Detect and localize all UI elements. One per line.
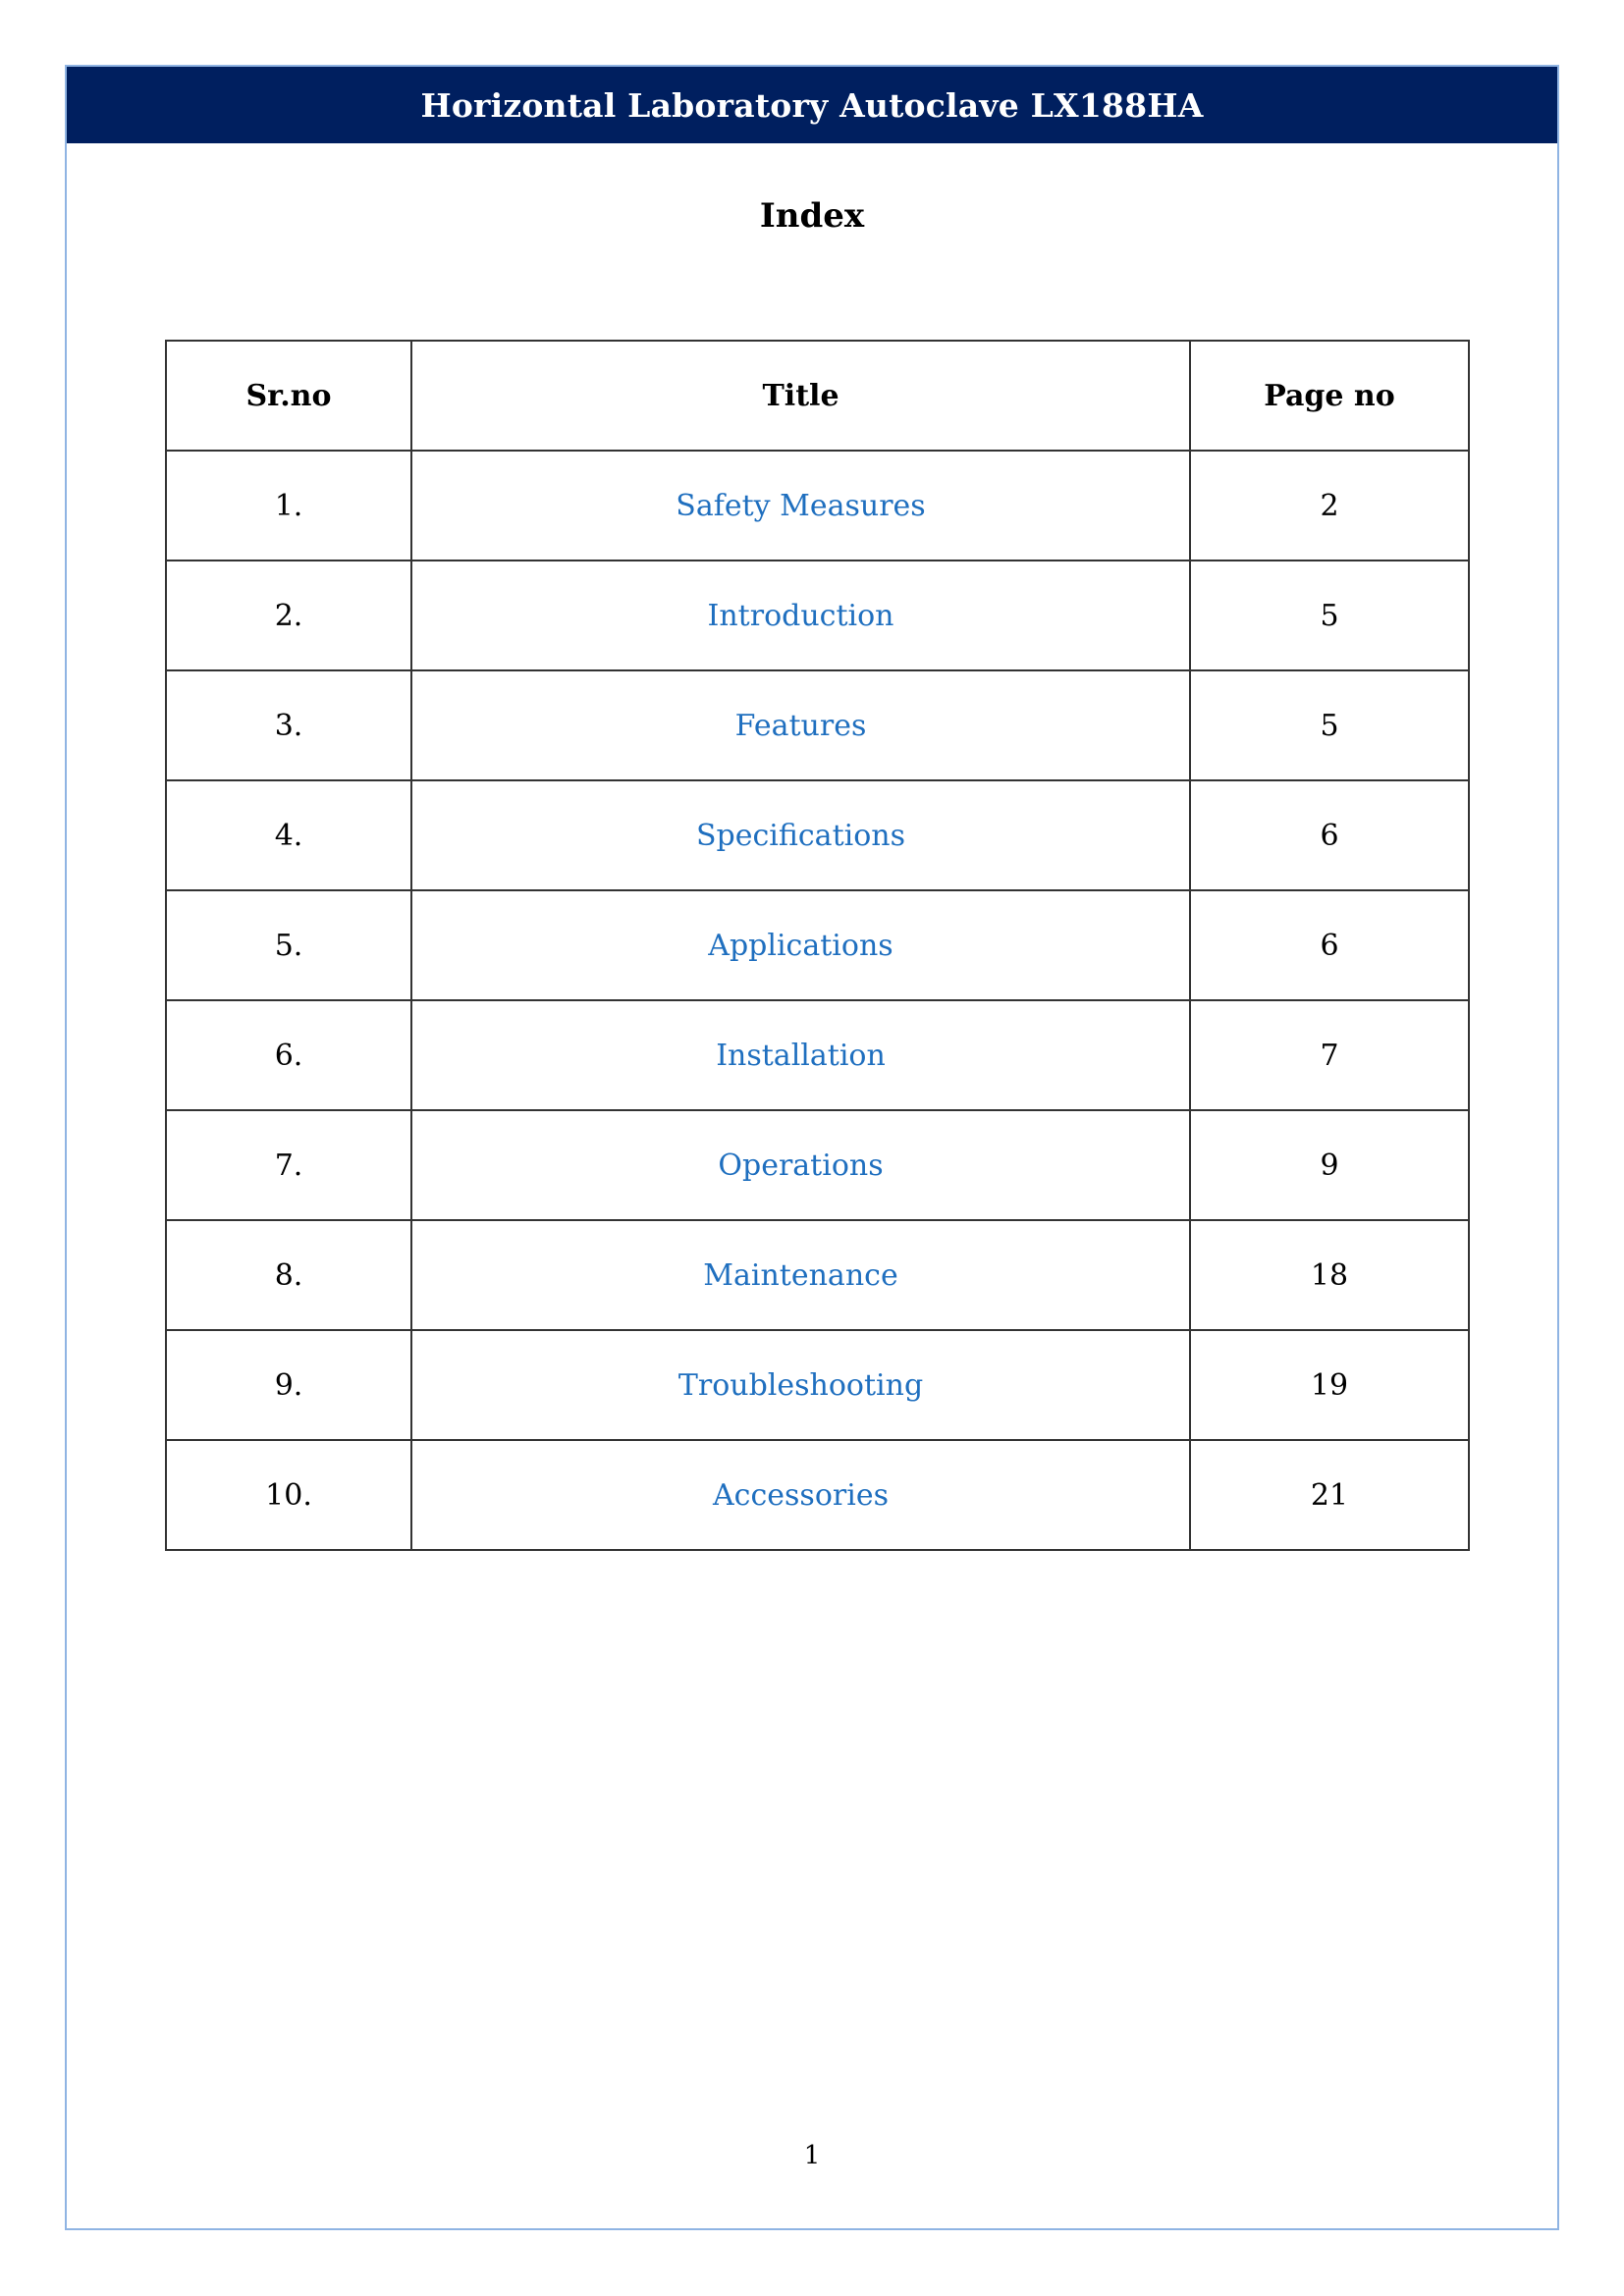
table-header-row: [166, 341, 1469, 451]
column-header-sr-no: Sr.no: [166, 341, 411, 451]
toc-link-accessories[interactable]: Accessories: [411, 1440, 1190, 1550]
table-row: [166, 670, 1469, 780]
index-heading: Index: [759, 196, 865, 236]
row-page-no: 19: [1190, 1330, 1469, 1440]
table-row: [166, 890, 1469, 1000]
row-sr-no: 1.: [166, 451, 411, 561]
row-sr-no: 2.: [166, 561, 411, 670]
row-sr-no: 10.: [166, 1440, 411, 1550]
toc-link-troubleshooting[interactable]: Troubleshooting: [411, 1330, 1190, 1440]
row-page-no: 6: [1190, 780, 1469, 890]
table-row: [166, 1330, 1469, 1440]
row-page-no: 5: [1190, 561, 1469, 670]
table-row: [166, 1440, 1469, 1550]
row-page-no: 5: [1190, 670, 1469, 780]
row-sr-no: 7.: [166, 1110, 411, 1220]
row-page-no: 6: [1190, 890, 1469, 1000]
toc-link-operations[interactable]: Operations: [411, 1110, 1190, 1220]
row-sr-no: 9.: [166, 1330, 411, 1440]
document-title: Horizontal Laboratory Autoclave LX188HA: [420, 85, 1204, 125]
table-row: [166, 1110, 1469, 1220]
header-band: [67, 67, 1557, 143]
toc-link-safety-measures[interactable]: Safety Measures: [411, 451, 1190, 561]
row-sr-no: 8.: [166, 1220, 411, 1330]
row-page-no: 7: [1190, 1000, 1469, 1110]
column-header-title: Title: [411, 341, 1190, 451]
toc-link-applications[interactable]: Applications: [411, 890, 1190, 1000]
table-row: [166, 451, 1469, 561]
row-sr-no: 6.: [166, 1000, 411, 1110]
row-sr-no: 5.: [166, 890, 411, 1000]
toc-link-features[interactable]: Features: [411, 670, 1190, 780]
table-row: [166, 561, 1469, 670]
index-table: [165, 340, 1470, 1551]
table-row: [166, 1000, 1469, 1110]
row-page-no: 18: [1190, 1220, 1469, 1330]
toc-link-introduction[interactable]: Introduction: [411, 561, 1190, 670]
toc-link-maintenance[interactable]: Maintenance: [411, 1220, 1190, 1330]
row-page-no: 9: [1190, 1110, 1469, 1220]
column-header-page-no: Page no: [1190, 341, 1469, 451]
toc-link-installation[interactable]: Installation: [411, 1000, 1190, 1110]
table-row: [166, 1220, 1469, 1330]
page-number: 1: [803, 2141, 821, 2170]
row-page-no: 2: [1190, 451, 1469, 561]
toc-link-specifications[interactable]: Specifications: [411, 780, 1190, 890]
table-row: [166, 780, 1469, 890]
row-page-no: 21: [1190, 1440, 1469, 1550]
row-sr-no: 3.: [166, 670, 411, 780]
row-sr-no: 4.: [166, 780, 411, 890]
